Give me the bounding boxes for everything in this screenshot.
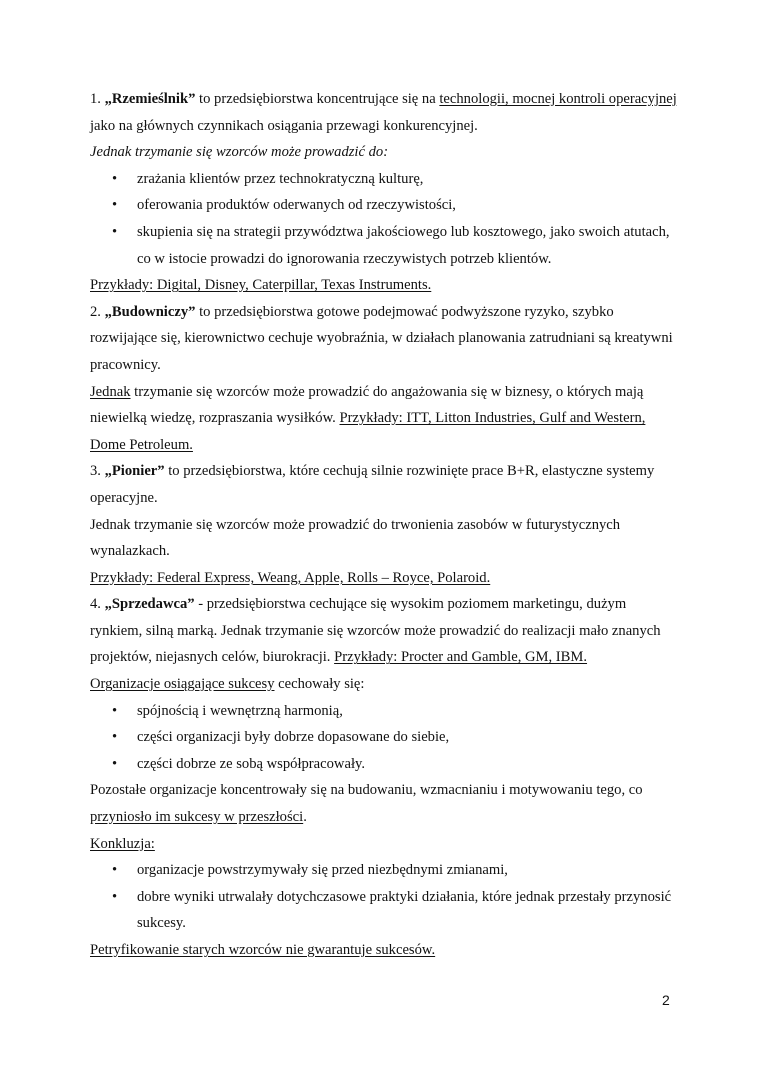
examples-line: Przykłady: Procter and Gamble, GM, IBM. [334,649,588,666]
underlined-phrase: Organizacje osiągające sukcesy [90,676,275,693]
section-text: Jednak trzymanie się wzorców może prowadzić do trwonienia zasobów w futurystycznych wynalazkach. [90,516,621,560]
section-text: trzymanie się wzorców może prowadzić do angażowania się w biznesy, o których mają niewielką wiedzę, rozpraszania wysiłków. [90,383,644,427]
bullet-list-risks [90,166,680,272]
conclusion-heading: Konkluzja: [90,835,155,852]
section-text: to przedsiębiorstwa gotowe podejmować podwyższone ryzyko, szybko rozwijające się, kierownictwo cechuje wyobraźnia, w działach planowania zatrudniani są kreatywni pracownicy. [90,303,673,373]
section-text: - przedsiębiorstwa cechujące się wysokim poziomem marketingu, dużym rynkiem, silną marką. Jednak trzymanie się wzorców może prowadzić do realizacji mało znanych projektów, niejasnych celów, biurokracji. [90,596,661,666]
section-number: 4. [90,596,105,613]
bullet-item: • spójnością i wewnętrzną harmonią, [90,698,680,725]
section-number: 1. [90,91,105,107]
bullet-list-conclusion [90,857,680,937]
section-text: to przedsiębiorstwa koncentrujące się na [195,91,440,107]
section-rzemieslnik [90,86,680,139]
section-sprzedawca [90,591,680,671]
underlined-phrase: przyniosło im sukcesy w przeszłości [90,809,304,826]
section-term: „Pionier” [104,463,165,480]
success-heading [90,671,680,698]
examples-line: Przykłady: Federal Express, Weang, Apple, Rolls – Royce, Polaroid. [90,569,491,586]
examples-line: Przykłady: ITT, Litton Industries, Gulf and Western, Dome Petroleum. [90,410,646,453]
section-term: „Sprzedawca” [104,596,195,613]
italic-lead: Jednak trzymanie się wzorców może prowadzić do: [90,144,389,161]
section-term: „Budowniczy” [104,303,196,320]
examples-line: Przykłady: Digital, Disney, Caterpillar, Texas Instruments. [90,277,432,294]
others-paragraph [90,777,680,830]
page-number: 2 [662,992,670,1008]
bullet-item: • zrażania klientów przez technokratyczną kulturę, [90,166,680,193]
section-number: 2. [90,303,105,320]
bullet-item: • dobre wyniki utrwalały dotychczasowe praktyki działania, które jednak przestały przynosić sukcesy. [90,884,680,937]
bullet-item: • oferowania produktów oderwanych od rzeczywistości, [90,192,680,219]
section-text: jako na głównych czynnikach osiągania przewagi konkurencyjnej. [90,117,478,134]
underlined-phrase: technologii, mocnej kontroli operacyjnej [439,91,677,107]
section-number: 3. [90,463,105,480]
bullet-item: • skupienia się na strategii przywództwa jakościowego lub kosztowego, jako swoich atutach, co w istocie prowadzi do ignorowania rzeczywistych potrzeb klientów. [90,219,680,272]
section-term: „Rzemieślnik” [104,91,196,107]
section-budowniczy [90,299,680,379]
section-text: Pozostałe organizacje koncentrowały się na budowaniu, wzmacnianiu i motywowaniu tego, co [90,782,643,799]
bullet-list-success [90,698,680,778]
section-pionier [90,458,680,511]
bullet-item: • organizacje powstrzymywały się przed niezbędnymi zmianami, [90,857,680,884]
section-text: cechowały się: [274,676,365,693]
document-body [90,86,680,964]
underlined-phrase: Jednak [90,383,131,400]
section-budowniczy-continued [90,379,680,459]
bullet-item: • części organizacji były dobrze dopasowane do siebie, [90,724,680,751]
bullet-item: • części dobrze ze sobą współpracowały. [90,751,680,778]
section-text: to przedsiębiorstwa, które cechują silnie rozwinięte prace B+R, elastyczne systemy operacyjne. [90,463,655,506]
final-statement: Petryfikowanie starych wzorców nie gwarantuje sukcesów. [90,942,436,958]
section-text: . [303,809,307,826]
